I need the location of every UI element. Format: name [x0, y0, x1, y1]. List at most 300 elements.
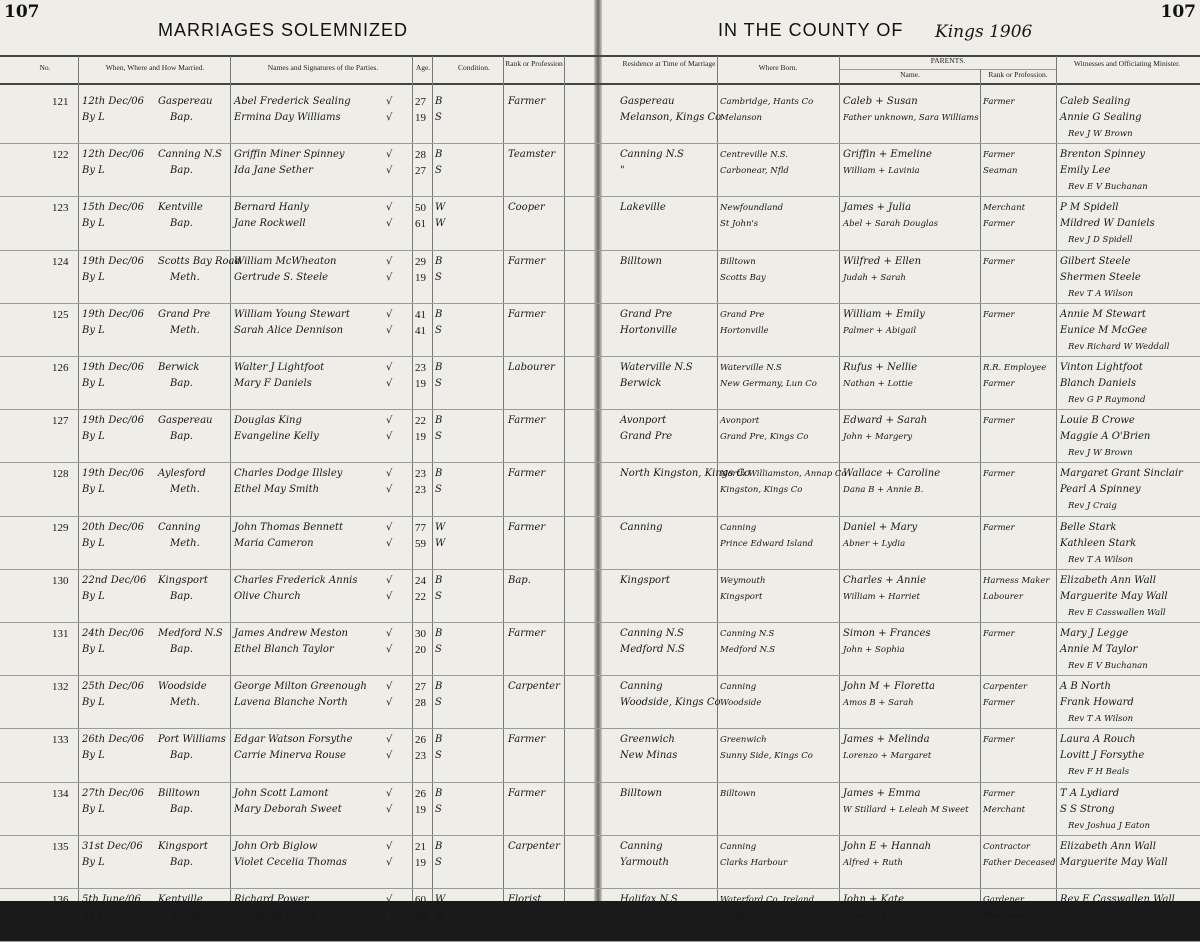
bride-parents: William + Lavinia	[843, 166, 920, 177]
check-mark-icon: √	[386, 644, 393, 655]
record-separator	[0, 728, 1200, 729]
record-number: 121	[52, 96, 69, 108]
record-separator	[0, 782, 1200, 783]
groom-profession: Carpenter	[508, 681, 560, 693]
bride-birthplace: Woodside	[720, 698, 762, 709]
groom-residence: Canning	[620, 840, 663, 852]
bride-name: Jane Rockwell	[234, 218, 306, 230]
groom-birthplace: Canning	[720, 682, 757, 693]
bride-age: 19	[415, 431, 426, 444]
bride-birthplace: Carbonear, Nfld	[720, 166, 789, 177]
bride-parents-profession: Labourer	[983, 591, 1023, 602]
groom-name: William Young Stewart	[234, 308, 350, 320]
record-separator	[0, 569, 1200, 570]
groom-condition: B	[435, 149, 443, 161]
col-parents-rank: Rank or Profession.	[988, 70, 1048, 79]
denomination: Meth.	[170, 697, 200, 709]
groom-birthplace: Avonport	[720, 416, 760, 427]
record-separator	[0, 303, 1200, 304]
groom-residence: Canning N.S	[620, 149, 684, 161]
license-type: By L	[82, 644, 105, 655]
check-mark-icon: √	[386, 521, 393, 533]
record-separator	[0, 675, 1200, 676]
witness-1: Elizabeth Ann Wall	[1060, 840, 1156, 852]
bride-age: 19	[415, 271, 426, 284]
check-mark-icon: √	[386, 750, 393, 762]
groom-profession: Cooper	[508, 202, 545, 214]
groom-name: Charles Dodge Illsley	[234, 468, 343, 480]
bride-name: Ethel Blanch Taylor	[234, 644, 334, 655]
groom-age: 23	[415, 468, 426, 481]
groom-birthplace: Canning	[720, 522, 757, 533]
marriage-date: 27th Dec/06	[82, 787, 144, 799]
bride-age: 20	[415, 644, 426, 656]
groom-age: 30	[415, 628, 426, 640]
bride-condition: S	[435, 697, 442, 709]
witness-2: Eunice M McGee	[1060, 324, 1148, 336]
bride-condition: S	[435, 590, 442, 602]
denomination: Bap.	[170, 644, 193, 655]
groom-parents-profession: R.R. Employee	[983, 363, 1047, 373]
check-mark-icon: √	[386, 697, 393, 709]
bride-age: 41	[415, 324, 426, 337]
bride-residence: Woodside, Kings Co	[620, 697, 721, 709]
bride-parents-profession: Farmer	[983, 379, 1015, 389]
marriage-date: 19th Dec/06	[82, 362, 144, 373]
groom-parents: Rufus + Nellie	[843, 362, 918, 373]
groom-condition: B	[435, 681, 443, 693]
bride-birthplace: Kingston, Kings Co	[720, 485, 803, 496]
county-name: Kings 1906	[935, 22, 1033, 42]
groom-parents: John E + Hannah	[843, 840, 932, 852]
bride-parents: Alfred + Ruth	[843, 857, 903, 868]
bride-residence: Medford N.S	[620, 644, 685, 655]
check-mark-icon: √	[386, 255, 393, 267]
check-mark-icon: √	[386, 202, 393, 214]
bride-name: Mary F Daniels	[234, 378, 312, 389]
witness-1: Elizabeth Ann Wall	[1060, 574, 1156, 586]
groom-parents-profession: Farmer	[983, 416, 1015, 427]
bride-parents: John + Margery	[843, 432, 913, 443]
record-separator	[0, 888, 1200, 889]
bride-parents: Father unknown, Sara Williams	[843, 113, 979, 123]
denomination: Meth.	[170, 271, 200, 283]
record-number: 128	[52, 468, 69, 481]
groom-parents: Wilfred + Ellen	[843, 255, 922, 267]
denomination: Bap.	[170, 218, 193, 230]
bride-age: 22	[415, 590, 426, 603]
bride-parents: Abner + Lydia	[843, 538, 906, 549]
bride-condition: S	[435, 112, 442, 123]
check-mark-icon: √	[386, 787, 393, 799]
bride-parents-profession: Shoemaker	[983, 911, 1032, 921]
license-type: By L	[82, 910, 105, 921]
check-mark-icon: √	[386, 218, 393, 230]
record-number: 134	[52, 787, 69, 800]
groom-residence: Kingsport	[620, 574, 670, 586]
groom-residence: North Kingston, Kings Co	[620, 468, 751, 480]
bride-parents: Dana B + Annie B.	[843, 485, 924, 496]
groom-birthplace: Centreville N.S.	[720, 150, 789, 161]
groom-condition: B	[435, 96, 443, 107]
groom-age: 27	[415, 681, 426, 694]
col-parents-name: Name.	[900, 70, 920, 79]
marriage-place: Woodside	[158, 681, 207, 693]
officiating-minister: Rev G P Raymond	[1068, 395, 1146, 405]
denomination: Bap.	[170, 803, 193, 815]
check-mark-icon: √	[386, 628, 393, 639]
marriage-place: Kingsport	[158, 840, 208, 852]
groom-age: 77	[415, 521, 426, 534]
denomination: Bap.	[170, 112, 193, 123]
groom-age: 26	[415, 734, 426, 747]
officiating-minister: Rev J W Brown	[1068, 448, 1133, 459]
witness-1: Vinton Lightfoot	[1060, 362, 1143, 373]
witness-2: Frank Howard	[1060, 697, 1134, 709]
groom-condition: B	[435, 840, 443, 852]
officiating-minister: Rev T A Wilson	[1068, 554, 1134, 565]
record-number: 136	[52, 894, 69, 906]
groom-parents-profession: Harness Maker	[983, 575, 1050, 586]
bride-condition: S	[435, 324, 442, 336]
license-type: By L	[82, 324, 105, 336]
check-mark-icon: √	[386, 431, 393, 443]
groom-condition: B	[435, 734, 443, 746]
officiating-minister: Rev T A Wilson	[1068, 288, 1134, 299]
denomination: Meth.	[170, 324, 200, 336]
bride-parents-profession: Farmer	[983, 219, 1015, 230]
groom-profession: Farmer	[508, 415, 546, 427]
groom-parents: James + Julia	[843, 202, 912, 214]
bride-age: 19	[415, 378, 426, 390]
bride-name: Carrie Minerva Rouse	[234, 750, 346, 762]
groom-parents-profession: Farmer	[983, 150, 1015, 161]
groom-parents: William + Emily	[843, 308, 925, 320]
col-no: No.	[39, 63, 51, 72]
check-mark-icon: √	[386, 308, 393, 320]
record-separator	[0, 462, 1200, 463]
groom-name: Douglas King	[234, 415, 302, 427]
groom-name: Walter J Lightfoot	[234, 362, 325, 373]
witness-1: Caleb Sealing	[1060, 96, 1131, 107]
denomination: Bap.	[170, 431, 193, 443]
groom-residence: Greenwich	[620, 734, 675, 746]
groom-profession: Farmer	[508, 734, 546, 746]
groom-condition: B	[435, 255, 443, 267]
witness-1: Gilbert Steele	[1060, 255, 1131, 267]
groom-condition: B	[435, 415, 443, 427]
check-mark-icon: √	[386, 324, 393, 336]
groom-birthplace: North Williamston, Annap Co	[720, 469, 847, 480]
bride-parents-profession: Father Deceased	[983, 857, 1056, 868]
groom-condition: B	[435, 574, 443, 586]
record-separator	[0, 356, 1200, 357]
groom-age: 22	[415, 415, 426, 428]
record-separator	[0, 516, 1200, 517]
groom-age: 27	[415, 96, 426, 108]
bride-age: 23	[415, 484, 426, 497]
denomination: Bap.	[170, 856, 193, 868]
groom-profession: Farmer	[508, 521, 546, 533]
groom-age: 41	[415, 308, 426, 321]
groom-parents: James + Melinda	[843, 734, 930, 746]
license-type: By L	[82, 484, 105, 496]
check-mark-icon: √	[386, 840, 393, 852]
groom-parents: John M + Floretta	[843, 681, 935, 693]
col-rank: Rank or Profession	[505, 59, 563, 68]
denomination: Bap.	[170, 165, 193, 177]
groom-parents: Charles + Annie	[843, 574, 927, 586]
marriage-date: 12th Dec/06	[82, 96, 144, 107]
groom-name: Griffin Miner Spinney	[234, 149, 345, 161]
groom-parents: John + Kate	[843, 894, 905, 905]
groom-parents-profession: Farmer	[983, 97, 1015, 107]
groom-name: Bernard Hanly	[234, 202, 309, 214]
bride-name: Ethel May Smith	[234, 484, 320, 496]
bride-condition: S	[435, 378, 442, 389]
bride-parents: Abel + Sarah Douglas	[843, 219, 939, 230]
officiating-minister: Rev E Casswallen Wall	[1068, 607, 1166, 618]
groom-name: William McWheaton	[234, 255, 337, 267]
bride-parents: Nathan + Lottie	[843, 379, 913, 389]
groom-parents-profession: Contractor	[983, 841, 1030, 852]
record-separator	[0, 622, 1200, 623]
marriage-date: 24th Dec/06	[82, 628, 144, 639]
witness-2: Lovitt J Forsythe	[1060, 750, 1145, 762]
groom-name: John Orb Biglow	[234, 840, 318, 852]
bride-parents: Palmer + Abigail	[843, 325, 917, 336]
bride-birthplace: Hortonville	[720, 325, 769, 336]
witness-1: Laura A Rouch	[1060, 734, 1136, 746]
record-number: 126	[52, 362, 69, 374]
check-mark-icon: √	[386, 415, 393, 427]
groom-profession: Labourer	[508, 362, 555, 373]
bride-condition: W	[435, 537, 446, 549]
col-names: Names and Signatures of the Parties.	[267, 63, 379, 72]
license-type: By L	[82, 112, 105, 123]
groom-profession: Bap.	[508, 574, 531, 586]
check-mark-icon: √	[386, 96, 393, 107]
bride-age: 19	[415, 803, 426, 816]
groom-parents-profession: Merchant	[983, 203, 1025, 214]
groom-birthplace: Cambridge, Hants Co	[720, 97, 814, 107]
bride-age: 19	[415, 856, 426, 869]
officiating-minister: Rev J Craig	[1068, 501, 1117, 512]
col-age: Age.	[415, 63, 431, 72]
groom-residence: Lakeville	[620, 202, 666, 214]
check-mark-icon: √	[386, 574, 393, 586]
check-mark-icon: √	[386, 681, 393, 693]
groom-birthplace: Waterford Co. Ireland	[720, 895, 815, 905]
groom-profession: Farmer	[508, 787, 546, 799]
denomination: Meth.	[170, 484, 200, 496]
bride-name: Ida Jane Sether	[234, 165, 313, 177]
marriage-place: Canning	[158, 521, 201, 533]
marriage-place: Medford N.S	[158, 628, 223, 639]
groom-name: John Scott Lamont	[234, 787, 329, 799]
officiating-minister: Rev J W Brown	[1068, 129, 1133, 139]
bride-birthplace: St John's	[720, 219, 759, 230]
groom-birthplace: Greenwich	[720, 735, 767, 746]
license-type: By L	[82, 803, 105, 815]
bride-condition: S	[435, 271, 442, 283]
license-type: By L	[82, 537, 105, 549]
groom-residence: Canning	[620, 681, 663, 693]
groom-profession: Teamster	[508, 149, 556, 161]
marriage-date: 19th Dec/06	[82, 255, 144, 267]
bride-age: 19	[415, 112, 426, 124]
groom-parents-profession: Gardener	[983, 895, 1024, 905]
groom-name: James Andrew Meston	[234, 628, 348, 639]
witness-1: Rev E Casswallen Wall	[1060, 894, 1175, 905]
bride-condition: S	[435, 750, 442, 762]
record-separator	[0, 835, 1200, 836]
groom-condition: B	[435, 308, 443, 320]
col-condition: Condition.	[458, 63, 490, 72]
license-type: By L	[82, 271, 105, 283]
groom-name: Abel Frederick Sealing	[234, 96, 351, 107]
marriage-place: Billtown	[158, 787, 200, 799]
groom-birthplace: Billtown	[720, 256, 756, 267]
bride-condition: W	[435, 218, 446, 230]
groom-parents-profession: Farmer	[983, 469, 1015, 480]
officiating-minister: Rev E V Buchanan	[1068, 182, 1148, 193]
record-separator	[0, 409, 1200, 410]
witness-1: Mary J Legge	[1060, 628, 1129, 639]
officiating-minister: Rev J D Spidell	[1068, 235, 1133, 246]
groom-birthplace: Canning	[720, 841, 757, 852]
denomination: Bap.	[170, 590, 193, 602]
bride-parents: Lorenzo + Margaret	[843, 751, 932, 762]
groom-profession: Farmer	[508, 96, 546, 107]
groom-condition: W	[435, 202, 446, 214]
record-number: 135	[52, 840, 69, 853]
marriage-date: 15th Dec/06	[82, 202, 144, 214]
bride-name: Lavena Blanche North	[234, 697, 348, 709]
bride-parents-profession: Merchant	[983, 804, 1025, 815]
bride-parents: John + Sophia	[843, 645, 905, 655]
officiating-minister: Rev Joshua J Eaton	[1068, 820, 1150, 831]
marriage-place: Gaspereau	[158, 96, 213, 107]
officiating-minister: Rev T A Wilson	[1068, 714, 1134, 725]
bride-birthplace: Sunny Side, Kings Co	[720, 751, 813, 762]
groom-residence: Waterville N.S	[620, 362, 693, 373]
groom-name: George Milton Greenough	[234, 681, 367, 693]
groom-parents-profession: Farmer	[983, 522, 1015, 533]
license-type: By L	[82, 431, 105, 443]
bride-residence: Grand Pre	[620, 431, 673, 443]
groom-birthplace: Weymouth	[720, 575, 766, 586]
bride-age: 23	[415, 750, 426, 763]
bride-birthplace: Prince Edward Island	[720, 538, 814, 549]
bride-residence: Berwick	[620, 378, 662, 389]
groom-birthplace: Waterville N.S	[720, 363, 782, 373]
record-number: 125	[52, 308, 69, 321]
denomination: Meth.	[170, 537, 200, 549]
bride-age: 28	[415, 697, 426, 710]
bride-name: Evangeline Kelly	[234, 431, 319, 443]
bride-parents: James + Mary	[843, 911, 905, 921]
groom-name: John Thomas Bennett	[234, 521, 344, 533]
check-mark-icon: √	[386, 894, 393, 905]
register-title-left: MARRIAGES SOLEMNIZED	[158, 20, 409, 40]
bride-condition: S	[435, 165, 442, 177]
groom-profession: Farmer	[508, 628, 546, 639]
bride-residence: New Minas	[620, 750, 678, 762]
witness-2: Annie M Taylor	[1060, 644, 1138, 655]
groom-residence: Canning	[620, 521, 663, 533]
officiating-minister: Rev F H Beals	[1068, 767, 1130, 778]
groom-age: 60	[415, 894, 426, 906]
page-number-right: 107	[1160, 2, 1196, 22]
bride-birthplace: Scotts Bay	[720, 272, 766, 283]
groom-condition: B	[435, 628, 443, 639]
bride-name: Maria Cameron	[234, 537, 314, 549]
bride-name: Olive Church	[234, 590, 301, 602]
witness-2: Annie G Sealing	[1060, 112, 1142, 123]
groom-birthplace: Canning N.S	[720, 629, 775, 639]
license-type: By L	[82, 856, 105, 868]
bride-condition: S	[435, 856, 442, 868]
witness-2: Blanch Daniels	[1060, 378, 1137, 389]
record-number: 122	[52, 149, 69, 162]
col-residence: Residence at Time of Marriage	[622, 59, 716, 68]
col-when: When, Where and How Married.	[105, 63, 205, 72]
groom-age: 24	[415, 574, 426, 587]
marriage-date: 26th Dec/06	[82, 734, 144, 746]
groom-age: 28	[415, 149, 426, 162]
groom-residence: Grand Pre	[620, 308, 673, 320]
officiating-minister: Rev E V Buchanan	[1068, 661, 1148, 671]
marriage-place: Kentville	[158, 202, 203, 214]
marriage-place: Gaspereau	[158, 415, 213, 427]
marriage-date: 5th June/06	[82, 894, 141, 905]
groom-parents-profession: Farmer	[983, 788, 1015, 799]
marriage-place: Berwick	[158, 362, 200, 373]
witness-1: Belle Stark	[1060, 521, 1117, 533]
bride-residence: Yarmouth	[620, 856, 669, 868]
witness-2: Marguerite May Wall	[1060, 590, 1168, 602]
witness-2: Marguerite May Wall	[1060, 856, 1168, 868]
witness-2: S S Strong	[1060, 803, 1115, 815]
check-mark-icon: √	[386, 149, 393, 161]
marriage-place: Canning N.S	[158, 149, 222, 161]
bride-parents-profession: Seaman	[983, 166, 1018, 177]
check-mark-icon: √	[386, 910, 393, 921]
marriage-date: 12th Dec/06	[82, 149, 144, 161]
witness-1: T A Lydiard	[1060, 787, 1120, 799]
license-type: By L	[82, 750, 105, 762]
denomination: R. Cath.	[170, 910, 212, 921]
witness-2: Shermen Steele	[1060, 271, 1141, 283]
groom-profession: Farmer	[508, 308, 546, 320]
groom-birthplace: Grand Pre	[720, 309, 765, 320]
witness-1: A B North	[1060, 681, 1111, 693]
witness-2: Emily Lee	[1060, 165, 1111, 177]
groom-profession: Farmer	[508, 255, 546, 267]
marriage-place: Aylesford	[158, 468, 206, 480]
marriage-place: Port Williams	[158, 734, 226, 746]
marriage-date: 19th Dec/06	[82, 468, 144, 480]
groom-condition: B	[435, 787, 443, 799]
bride-birthplace: Kingsport	[720, 591, 763, 602]
bride-name: Mary Deborah Sweet	[234, 803, 342, 815]
bride-residence: "	[620, 165, 625, 177]
groom-parents-profession: Carpenter	[983, 682, 1028, 693]
bride-condition: S	[435, 644, 442, 655]
bride-parents: W Stillard + Leleah M Sweet	[843, 804, 969, 815]
check-mark-icon: √	[386, 112, 393, 123]
